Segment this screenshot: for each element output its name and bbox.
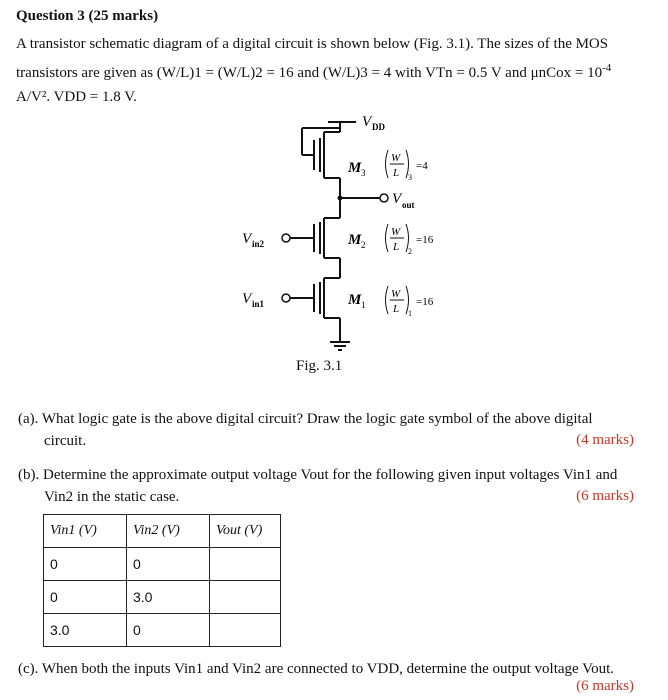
intro-line-2-text: transistors are given as (W/L)1 = (W/L)2 = 16 and (W/L)3 = 4 with VTn = 0.5 V and μnCox = 10: [16, 65, 603, 81]
m3-label: M: [348, 160, 362, 176]
part-b-marks: (6 marks): [576, 488, 634, 504]
part-c-marks: (6 marks): [576, 678, 634, 694]
vout-label: V: [392, 191, 402, 207]
m2-ratio-w: W: [391, 226, 401, 238]
m2-label: M: [348, 232, 362, 248]
m1-ratio-w: W: [391, 288, 401, 300]
table-row: [44, 614, 281, 647]
m2-ratio-sub: 2: [408, 247, 412, 256]
cell-vin2: 0: [127, 614, 210, 647]
m3-ratio-l: L: [393, 167, 400, 179]
part-c: (c). When both the inputs Vin1 and Vin2 are connected to VDD, determine the output voltage Vout.: [18, 661, 615, 677]
intro-line-1: A transistor schematic diagram of a digital circuit is shown below (Fig. 3.1). The sizes of the MOS: [16, 36, 609, 52]
cell-vin1: 0: [44, 581, 127, 614]
m1-ratio-value: =16: [416, 296, 434, 308]
m3-sub: 3: [361, 168, 366, 178]
intro-line-2: [16, 56, 652, 85]
vdd-label: V: [362, 114, 372, 130]
intro-line-3: A/V². VDD = 1.8 V.: [16, 89, 137, 105]
cell-vout[interactable]: [210, 581, 281, 614]
vin2-label: V: [242, 231, 252, 247]
table-row: [44, 548, 281, 581]
part-b-line-2: Vin2 in the static case.: [44, 489, 180, 505]
table-header-row: [44, 515, 281, 548]
header-vin2: Vin2 (V): [127, 515, 210, 548]
vin2-terminal: [282, 234, 290, 242]
cell-vin2: 3.0: [127, 581, 210, 614]
part-b: [18, 464, 638, 508]
vout-terminal: [380, 194, 388, 202]
header-vin1: Vin1 (V): [44, 515, 127, 548]
figure-caption: Fig. 3.1: [296, 358, 343, 374]
part-a-line-2: circuit.: [44, 433, 87, 449]
vin1-sub: in1: [252, 299, 265, 309]
cell-vin1: 3.0: [44, 614, 127, 647]
part-a: [18, 408, 638, 452]
question-title: Question 3 (25 marks): [16, 8, 159, 24]
vin1-terminal: [282, 294, 290, 302]
part-a-marks: (4 marks): [576, 432, 634, 448]
vin1-label: V: [242, 291, 252, 307]
part-a-line-1: (a). What logic gate is the above digital circuit? Draw the logic gate symbol of the above digital: [18, 411, 593, 427]
m1-ratio-l: L: [393, 303, 400, 315]
m3-ratio-w: W: [391, 152, 401, 164]
m2-sub: 2: [361, 240, 366, 250]
m1-label: M: [348, 292, 362, 308]
cell-vin2: 0: [127, 548, 210, 581]
cell-vin1: 0: [44, 548, 127, 581]
circuit-schematic: [240, 108, 470, 358]
header-vout: Vout (V): [210, 515, 281, 548]
m2-ratio-value: =16: [416, 234, 434, 246]
intro-exponent: -4: [602, 62, 612, 74]
m1-ratio-sub: 1: [408, 309, 412, 318]
m3-ratio-sub: 3: [408, 173, 412, 182]
vout-sub: out: [402, 200, 415, 210]
m1-sub: 1: [361, 300, 366, 310]
m2-ratio-l: L: [393, 241, 400, 253]
question-intro: [16, 32, 652, 109]
m3-ratio-value: =4: [416, 160, 428, 172]
cell-vout[interactable]: [210, 614, 281, 647]
cell-vout[interactable]: [210, 548, 281, 581]
vdd-sub: DD: [372, 122, 385, 132]
part-b-line-1: (b). Determine the approximate output voltage Vout for the following given input voltages Vin1 and: [18, 467, 618, 483]
vin2-sub: in2: [252, 239, 265, 249]
table-row: [44, 581, 281, 614]
voltage-table: [43, 514, 281, 647]
